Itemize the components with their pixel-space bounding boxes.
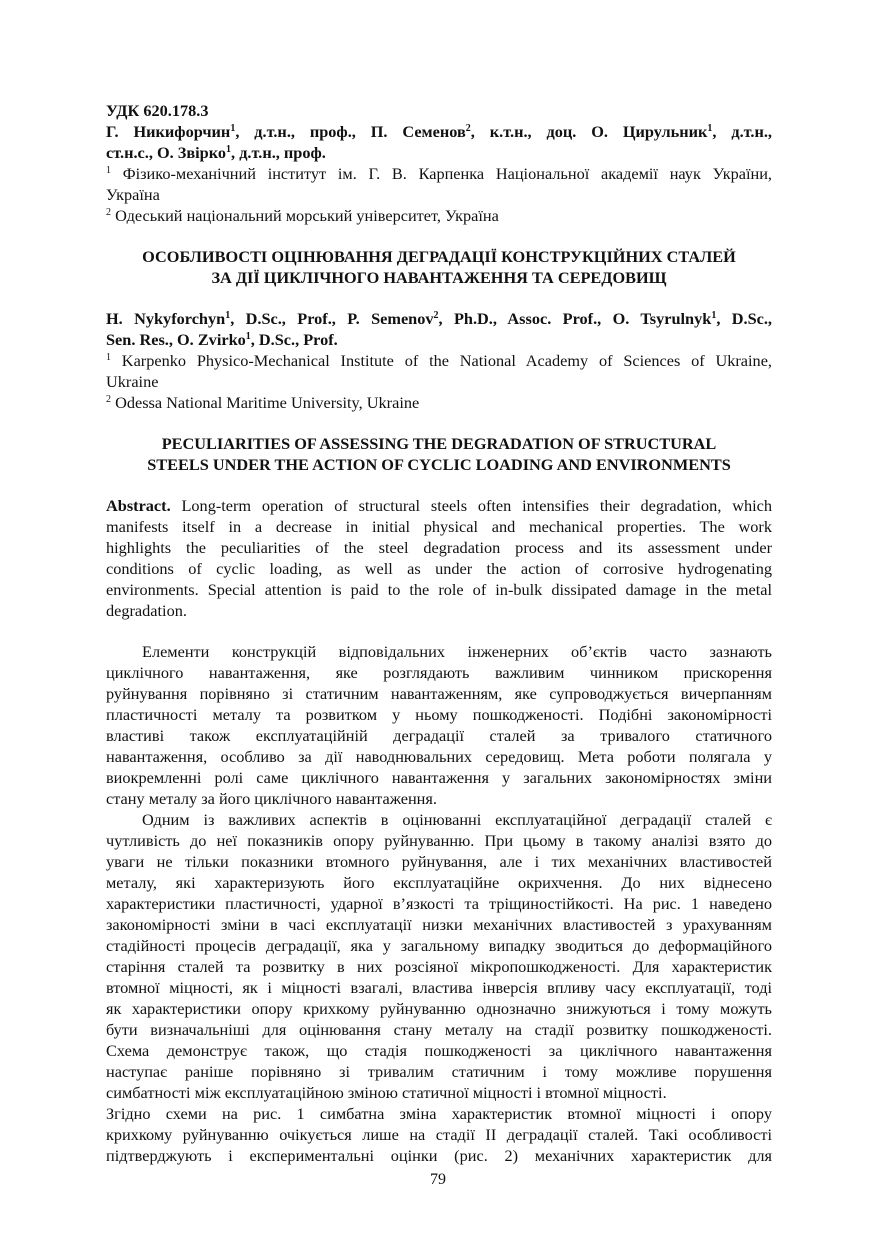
body-line: бути визначальніші для оцінювання стану металу на стадії розвитку пошкодженості.	[106, 1020, 772, 1039]
body-line: Схема демонструє також, що стадія пошкодженості за циклічного навантаження	[106, 1041, 772, 1060]
uk-title-line-2: ЗА ДІЇ ЦИКЛІЧНОГО НАВАНТАЖЕННЯ ТА СЕРЕДОВИЩ	[211, 268, 667, 287]
uk-affiliation-1-cont: Україна	[106, 185, 160, 204]
body-line: крихкому руйнуванню очікується лише на стадії II деградації сталей. Такі особливості	[106, 1125, 772, 1144]
abstract-label: Abstract.	[106, 496, 171, 515]
en-authors-line-1: H. Nykyforchyn$^1$, D.Sc., Prof., P. Semenov$^2$, Ph.D., Assoc. Prof., O. Tsyrulnyk$^1$, D.Sc.,	[106, 309, 773, 328]
paper-page	[106, 100, 772, 1166]
body-line: як характеристики опору крихкому руйнуванню однозначно знижуються і тому можуть	[106, 999, 772, 1018]
en-affiliation-1: $^1$ Karpenko Physico-Mechanical Institute of the National Academy of Sciences of Ukraine,	[106, 351, 772, 370]
body-line: циклічного навантаження, яке розглядають важливим чинником прискорення	[106, 663, 772, 682]
en-title-line-2: STEELS UNDER THE ACTION OF CYCLIC LOADING AND ENVIRONMENTS	[147, 455, 731, 474]
body-line: симбатності між експлуатаційною зміною статичної міцності і втомної міцності.	[106, 1083, 667, 1102]
paragraph-3	[106, 1103, 772, 1166]
body-line: уваги не тільки показники втомного руйнування, але і тих механічних властивостей	[106, 852, 772, 871]
en-affiliation-1-cont: Ukraine	[106, 372, 159, 391]
body-line: властиві також експлуатаційній деградації сталей за тривалого статичного	[106, 726, 772, 745]
body-line: закономірності зміни в часі експлуатації низки механічних властивостей з урахуванням	[106, 915, 772, 934]
body-line: Одним із важливих аспектів в оцінюванні експлуатаційної деградації сталей є	[142, 810, 772, 829]
uk-affiliation-2: $^2$ Одеський національний морський університет, Україна	[106, 206, 499, 225]
body-line: втомної міцності, як і міцності взагалі, властива інверсія впливу часу експлуатації, тоді	[106, 978, 772, 997]
abstract-line-6: degradation.	[106, 601, 187, 620]
en-affiliation-2: $^2$ Odessa National Maritime University, Ukraine	[106, 393, 420, 412]
abstract	[106, 495, 772, 621]
abstract-line-5: environments. Special attention is paid to the role of in-bulk dissipated damage in the metal	[106, 580, 772, 599]
abstract-line-1: Abstract. Long-term operation of structural steels often intensifies their degradation, which	[106, 496, 772, 515]
body-line: стадійності процесів деградації, яка у загальному випадку зводиться до деформаційного	[106, 936, 772, 955]
en-title-line-1: PECULIARITIES OF ASSESSING THE DEGRADATION OF STRUCTURAL	[161, 434, 717, 453]
paragraph-2	[106, 809, 772, 1103]
body-line: підтверджують і експериментальні оцінки (рис. 2) механічних характеристик для	[106, 1146, 772, 1165]
body-line: навантаження, особливо за дії наводнювальних середовищ. Мета роботи полягала у	[106, 747, 772, 766]
body-line: руйнування порівняно зі статичним навантаженням, яке супроводжується вичерпанням	[106, 684, 772, 703]
page-number: 79	[430, 1171, 446, 1188]
body-line: Згідно схеми на рис. 1 симбатна зміна характеристик втомної міцності і опору	[106, 1104, 772, 1123]
uk-authors-line-2: ст.н.с., О. Звірко$^1$, д.т.н., проф.	[106, 143, 326, 162]
body-line: стану металу за його циклічного навантаження.	[106, 789, 437, 808]
uk-authors-line-1: Г. Никифорчин$^1$, д.т.н., проф., П. Семенов$^2$, к.т.н., доц. О. Цирульник$^1$, д.т.н.,	[106, 122, 773, 141]
body-line: Елементи конструкцій відповідальних інженерних об’єктів часто зазнають	[142, 642, 772, 661]
body-line: пластичності металу та розвитком у ньому пошкодженості. Подібні закономірності	[106, 705, 772, 724]
body-line: металу, які характеризують його експлуатаційне окрихчення. До них віднесено	[106, 873, 772, 892]
body-line: виокремленні ролі саме циклічного навантаження у загальних закономірностях зміни	[106, 768, 772, 787]
abstract-line-3: highlights the peculiarities of the steel degradation process and its assessment under	[106, 538, 772, 557]
uk-title-line-1: ОСОБЛИВОСТІ ОЦІНЮВАННЯ ДЕГРАДАЦІЇ КОНСТРУКЦІЙНИХ СТАЛЕЙ	[142, 247, 736, 266]
body-line: старіння сталей та розвитку в них розсіяної мікропошкодженості. Для характеристик	[106, 957, 772, 976]
body-line: характеристики пластичності, ударної в’язкості та тріщиностійкості. На рис. 1 наведено	[106, 894, 772, 913]
paragraph-1	[106, 641, 772, 809]
body-line: чутливість до неї показників опору руйнуванню. При цьому в такому аналізі взято до	[106, 831, 772, 850]
uk-affiliation-1: $^1$ Фізико-механічний інститут ім. Г. В. Карпенка Національної академії наук України,	[106, 164, 772, 183]
body-line: наступає раніше порівняно зі тривалим статичним і тому можливе порушення	[106, 1062, 772, 1081]
udc-code: УДК 620.178.3	[106, 101, 209, 120]
en-authors-line-2: Sen. Res., O. Zvirko$^1$, D.Sc., Prof.	[106, 330, 338, 349]
abstract-line-2: manifests itself in a decrease in initial physical and mechanical properties. The work	[106, 517, 772, 536]
abstract-line-4: conditions of cyclic loading, as well as under the action of corrosive hydrogenating	[106, 559, 772, 578]
